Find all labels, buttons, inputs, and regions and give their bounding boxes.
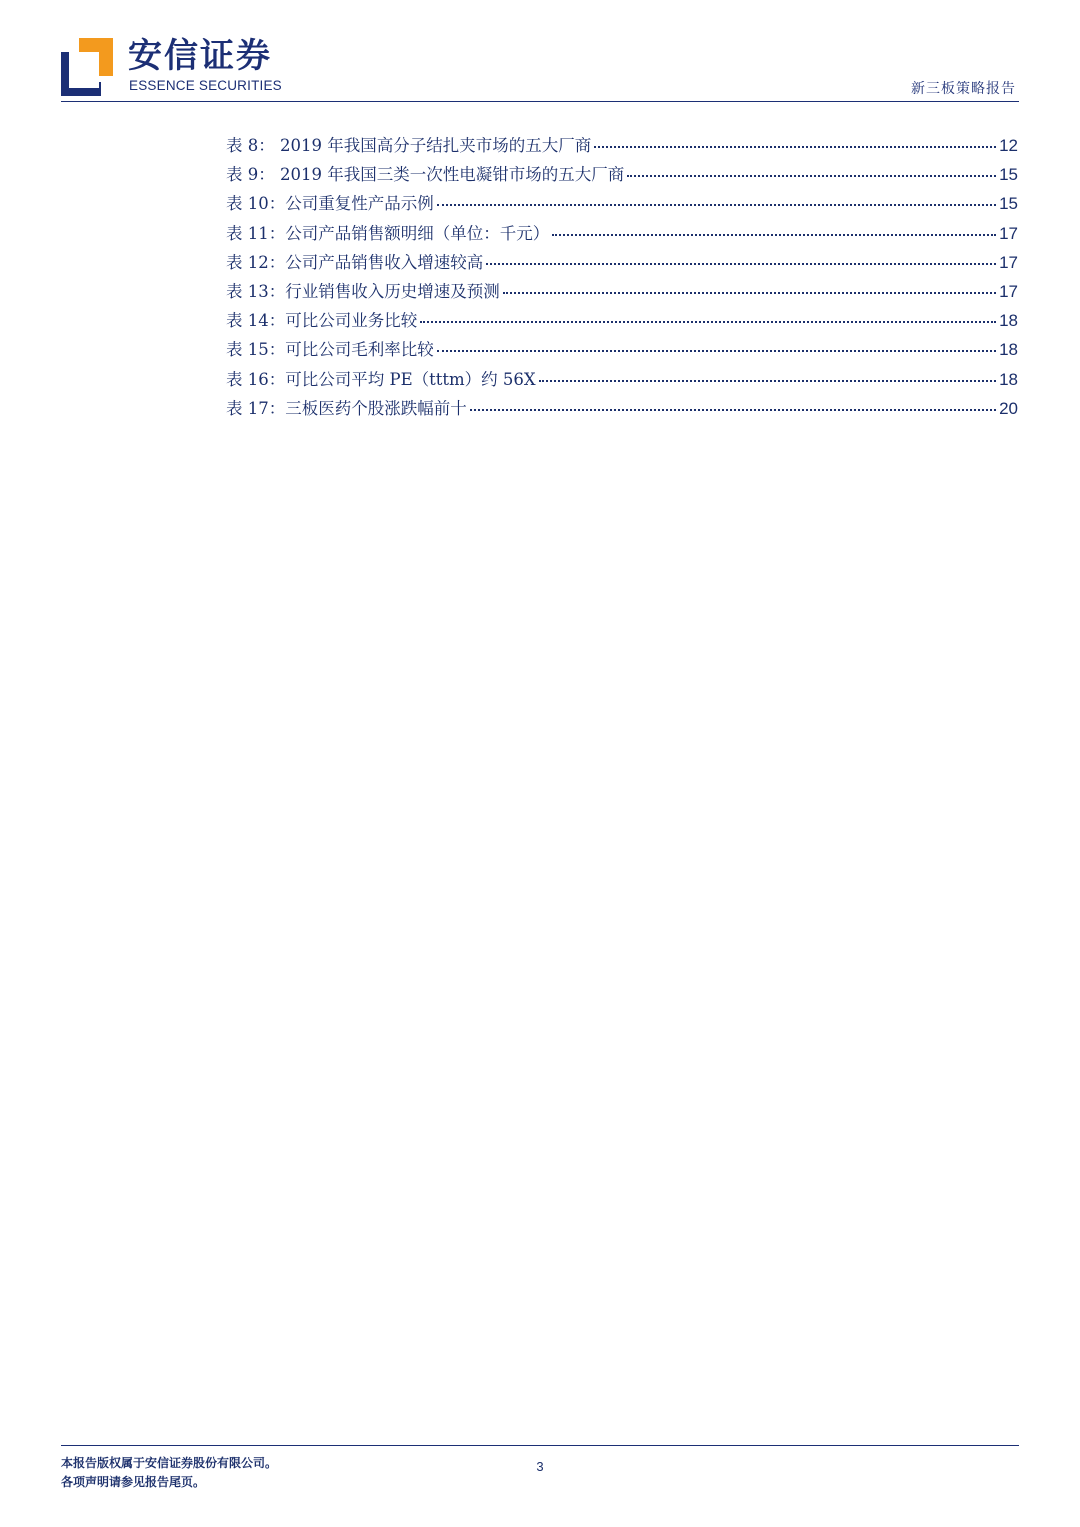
toc-entry[interactable] [226,248,1018,277]
toc-leader-dots [552,234,996,236]
toc-entry-label: 表 17：三板医药个股涨跌幅前十 [226,398,467,418]
toc-entry[interactable] [226,219,1018,248]
toc-entry-label: 表 10：公司重复性产品示例 [226,194,434,214]
toc-entry[interactable] [226,394,1018,423]
toc-entry-page: 12 [999,136,1018,155]
toc-entry-label: 表 13：行业销售收入历史增速及预测 [226,281,500,301]
company-name-cn: 安信证券 [128,36,272,76]
disclaimer-line: 各项声明请参见报告尾页。 [61,1475,206,1489]
report-type: 新三板策略报告 [911,81,1016,97]
toc-entry-label: 表 9： 2019 年我国三类一次性电凝钳市场的五大厂商 [226,165,625,185]
company-logo-icon [61,38,113,96]
toc-leader-dots [539,380,996,382]
toc-entry-label: 表 14：可比公司业务比较 [226,311,418,331]
toc-leader-dots [470,409,996,411]
toc-leader-dots [437,204,996,206]
toc-entry[interactable] [226,277,1018,306]
toc-leader-dots [486,263,996,265]
toc-entry-page: 20 [999,398,1018,418]
toc-entry[interactable] [226,131,1018,160]
toc-entry[interactable] [226,160,1018,189]
toc-entry-label: 表 8： 2019 年我国高分子结扎夹市场的五大厂商 [226,136,592,155]
toc-entry[interactable] [226,365,1018,394]
toc-entry-page: 17 [999,252,1018,272]
toc-entry-page: 15 [999,194,1018,214]
toc-entry-label: 表 16：可比公司平均 PE（tttm）约 56X [226,369,536,389]
toc-leader-dots [437,350,996,352]
toc-entry[interactable] [226,306,1018,335]
page-number: 3 [536,1459,544,1474]
toc-entry-label: 表 15：可比公司毛利率比较 [226,340,434,360]
toc-entry-label: 表 12：公司产品销售收入增速较高 [226,252,484,272]
footer-divider [61,1445,1019,1446]
toc-entry-page: 17 [999,281,1018,301]
toc-entry-page: 18 [999,340,1018,360]
toc-entry[interactable] [226,189,1018,218]
toc-leader-dots [420,321,996,323]
toc-entry-page: 18 [999,311,1018,331]
toc-entry-page: 18 [999,369,1018,389]
table-of-contents [226,131,1018,423]
toc-entry[interactable] [226,335,1018,364]
toc-entry-label: 表 11：公司产品销售额明细（单位：千元） [226,223,550,243]
copyright-line: 本报告版权属于安信证券股份有限公司。 [61,1456,278,1470]
company-name-en: ESSENCE SECURITIES [129,78,282,93]
toc-leader-dots [627,175,996,177]
header-divider [61,101,1019,102]
toc-entry-page: 15 [999,165,1018,185]
toc-entry-page: 17 [999,223,1018,243]
toc-leader-dots [503,292,996,294]
toc-leader-dots [594,146,996,148]
